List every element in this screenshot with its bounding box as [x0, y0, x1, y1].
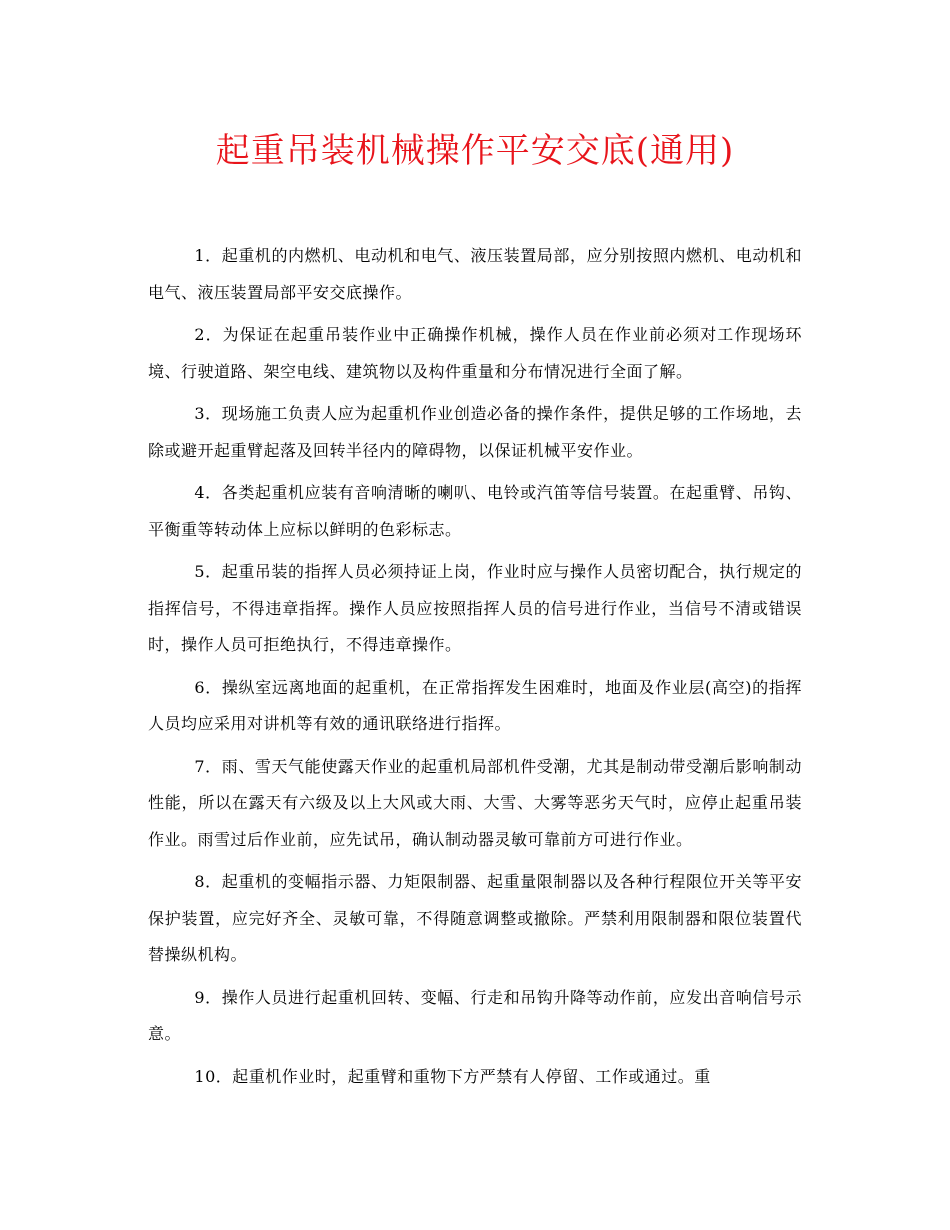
paragraph-7: 7．雨、雪天气能使露天作业的起重机局部机件受潮，尤其是制动带受潮后影响制动性能，所以在露天有六级及以上大风或大雨、大雪、大雾等恶劣天气时，应停止起重吊装作业。雨雪过后作业前，应先试吊，确认制动器灵敏可靠前方可进行作业。	[148, 756, 802, 849]
paragraph-6: 6．操纵室远离地面的起重机，在正常指挥发生困难时，地面及作业层(高空)的指挥人员均应采用对讲机等有效的通讯联络进行指挥。	[148, 677, 802, 733]
paragraph-1: 1．起重机的内燃机、电动机和电气、液压装置局部，应分别按照内燃机、电动机和电气、液压装置局部平安交底操作。	[148, 246, 802, 302]
paragraph-3: 3．现场施工负责人应为起重机作业创造必备的操作条件，提供足够的工作场地，去除或避开起重臂起落及回转半径内的障碍物，以保证机械平安作业。	[148, 404, 802, 460]
paragraph-2: 2．为保证在起重吊装作业中正确操作机械，操作人员在作业前必须对工作现场环境、行驶道路、架空电线、建筑物以及构件重量和分布情况进行全面了解。	[148, 325, 802, 381]
document-title: 起重吊装机械操作平安交底(通用)	[215, 131, 735, 171]
paragraph-9: 9．操作人员进行起重机回转、变幅、行走和吊钩升降等动作前，应发出音响信号示意。	[148, 987, 802, 1043]
paragraph-10: 10．起重机作业时，起重臂和重物下方严禁有人停留、工作或通过。重	[194, 1066, 711, 1086]
document-body	[148, 238, 802, 1101]
paragraph-8: 8．起重机的变幅指示器、力矩限制器、起重量限制器以及各种行程限位开关等平安保护装置，应完好齐全、灵敏可靠，不得随意调整或撤除。严禁利用限制器和限位装置代替操纵机构。	[148, 872, 802, 964]
paragraph-4: 4．各类起重机应装有音响清晰的喇叭、电铃或汽笛等信号装置。在起重臂、吊钩、平衡重等转动体上应标以鲜明的色彩标志。	[148, 483, 802, 539]
paragraph-5: 5．起重吊装的指挥人员必须持证上岗，作业时应与操作人员密切配合，执行规定的指挥信号，不得违章指挥。操作人员应按照指挥人员的信号进行作业，当信号不清或错误时，操作人员可拒绝执行，不得违章操作。	[148, 562, 802, 654]
